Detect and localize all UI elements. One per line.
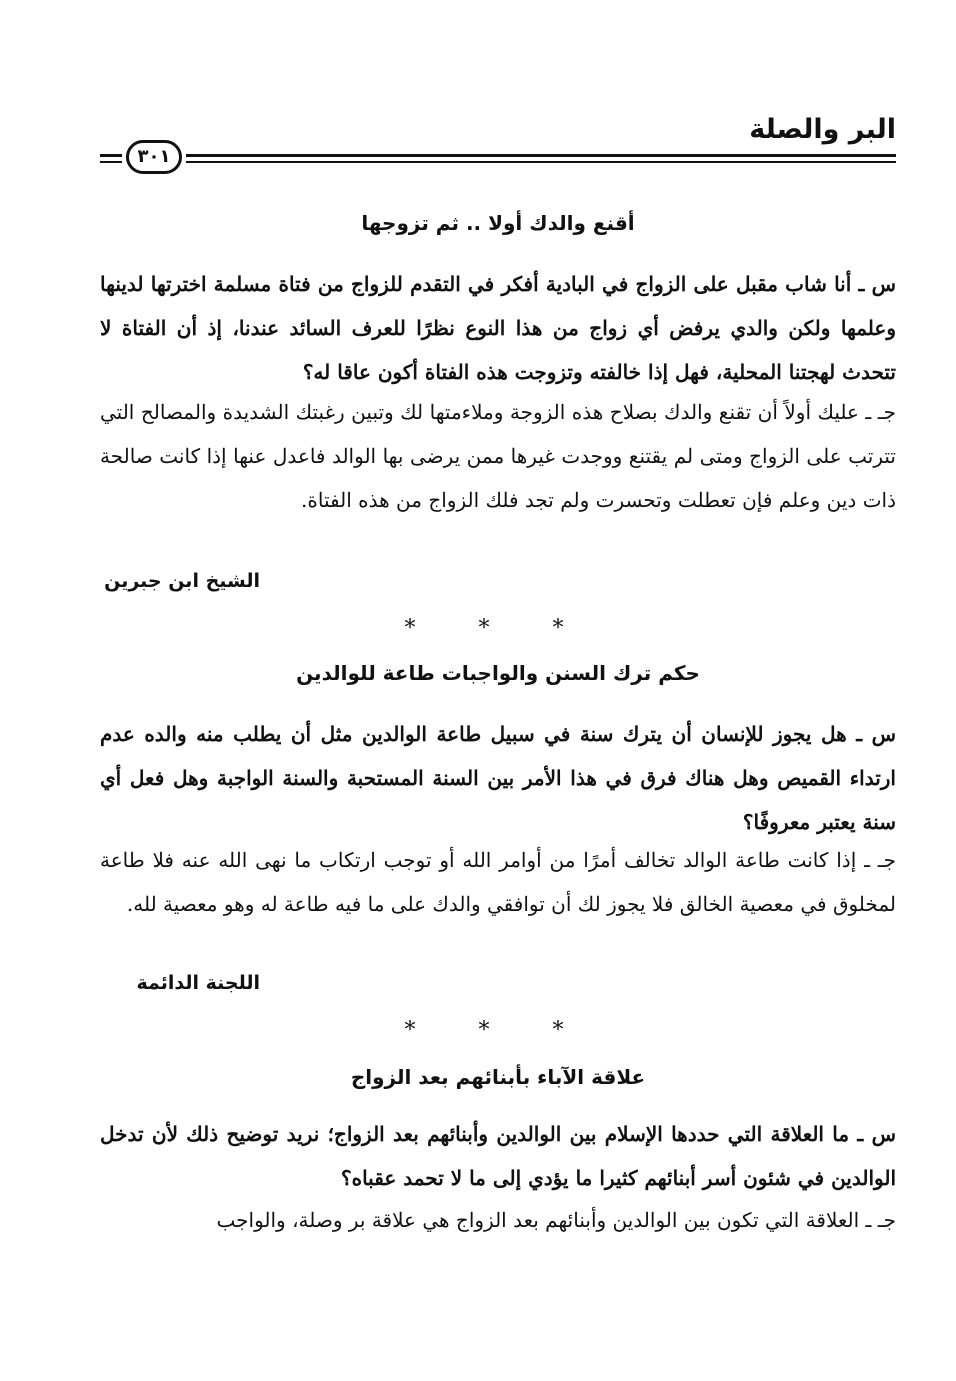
- page-number: ٣٠١: [126, 140, 182, 174]
- section-title-3: علاقة الآباء بأبنائهم بعد الزواج: [350, 1065, 646, 1089]
- book-title: البر والصلة: [749, 114, 896, 145]
- section-title-2: حكم ترك السنن والواجبات طاعة للوالدين: [296, 661, 700, 685]
- separator-2: * * *: [404, 1018, 592, 1043]
- separator-1: * * *: [404, 616, 592, 641]
- source-1: الشيخ ابن جبرين: [104, 570, 260, 592]
- header-rule-left: [100, 154, 122, 157]
- answer-2: جـ ـ إذا كانت طاعة الوالد تخالف أمرًا من أوامر الله أو توجب ارتكاب ما نهى الله عنه فلا طاعة لمخلوق في معصية الخالق فلا يجوز لك أن توافقي والدك على ما فيه طاعة له وهو معصية لله.: [100, 848, 896, 916]
- answer-3: جـ ـ العلاقة التي تكون بين الوالدين وأبنائهم بعد الزواج هي علاقة بر وصلة، والواجب: [216, 1208, 896, 1232]
- header-rule-thin: [186, 161, 896, 163]
- question-2: س ـ هل يجوز للإنسان أن يترك سنة في سبيل طاعة الوالدين مثل أن يطلب منه والده عدم ارتداء القميص وهل هناك فرق في هذا الأمر بين السنة المستحبة والسنة الواجبة وهل فعل أي سنة يعتبر معروفًا؟: [100, 722, 896, 834]
- header-rule: [186, 154, 896, 157]
- question-1: س ـ أنا شاب مقبل على الزواج في البادية أفكر في التقدم للزواج من فتاة مسلمة اخترتها لدينها وعلمها ولكن والدي يرفض أي زواج من هذا النوع نظرًا للعرف السائد عندنا، إذ أن الفتاة لا تتحدث لهجتنا المحلية، فهل إذا خالفته وتزوجت هذه الفتاة أكون عاقا له؟: [100, 272, 896, 384]
- source-2: اللجنة الدائمة: [136, 972, 260, 994]
- page-header: [100, 110, 896, 180]
- header-rule-left-thin: [100, 161, 122, 163]
- answer-1: جـ ـ عليك أولاً أن تقنع والدك بصلاح هذه الزوجة وملاءمتها لك وتبين رغبتك الشديدة والمصالح التي تترتب على الزواج ومتى لم يقتنع ووجدت غيرها ممن يرضى بها الوالد فاعدل عنها إذا كانت صالحة ذات دين وعلم فإن تعطلت وتحسرت ولم تجد فلك الزواج من هذه الفتاة.: [100, 400, 896, 512]
- question-3: س ـ ما العلاقة التي حددها الإسلام بين الوالدين وأبنائهم بعد الزواج؛ نريد توضيح ذلك لأن تدخل الوالدين في شئون أسر أبنائهم كثيرا ما يؤدي إلى ما لا تحمد عقباه؟: [100, 1122, 896, 1190]
- section-title-1: أقنع والدك أولا .. ثم تزوجها: [361, 211, 635, 235]
